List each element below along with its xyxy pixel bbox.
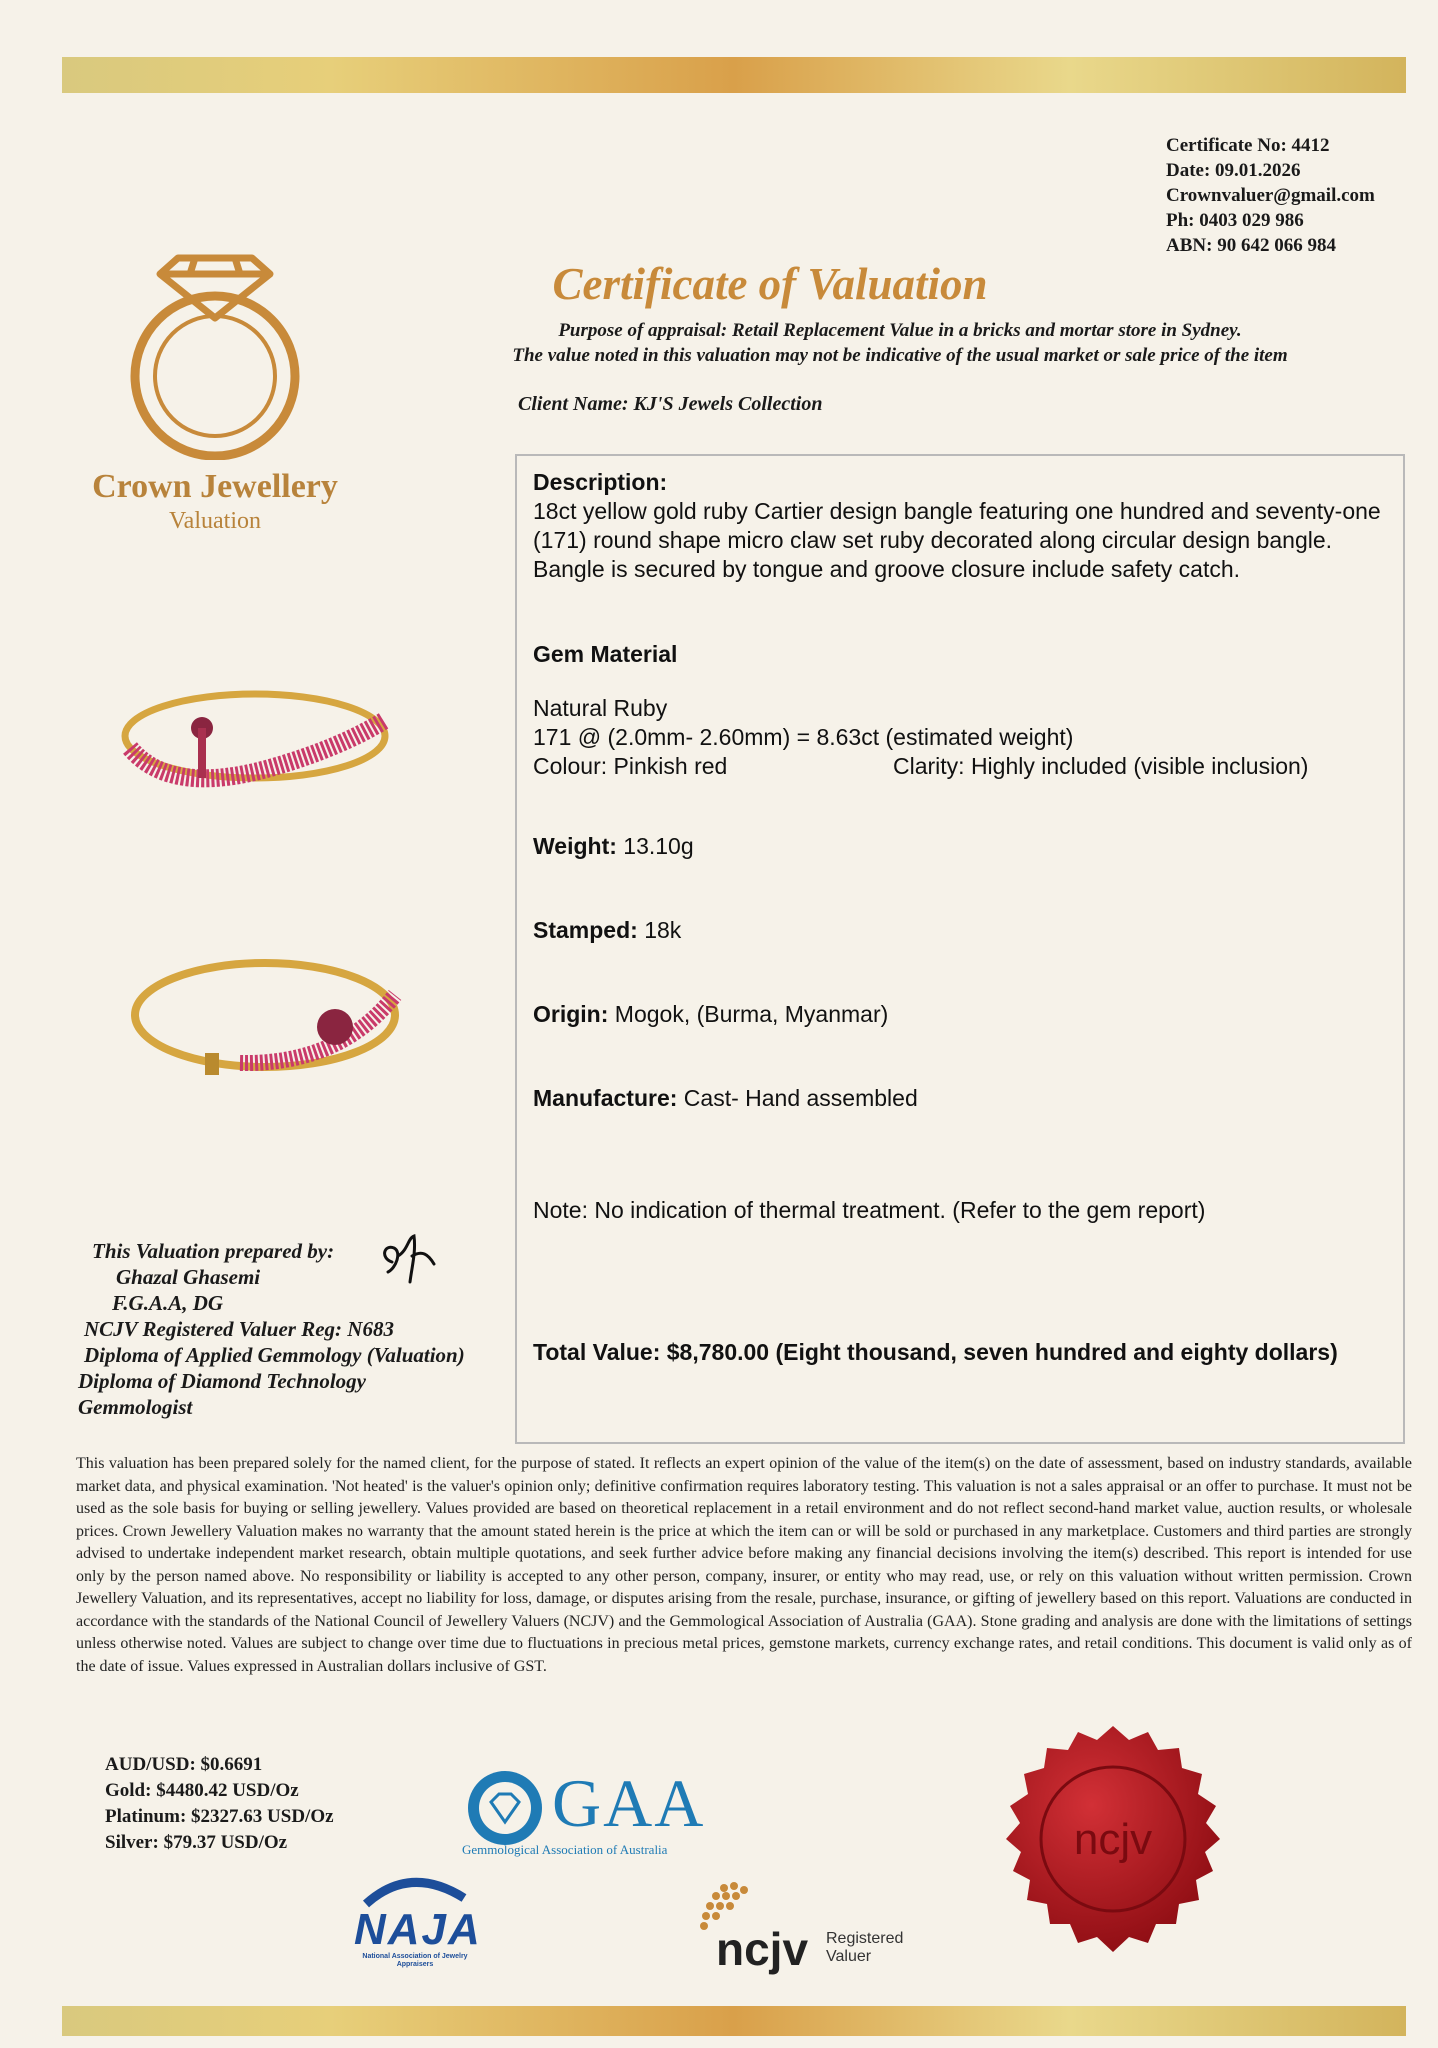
brand-name [70,468,360,535]
ncjv-logo-text: ncjv [716,1923,809,1975]
svg-text:ncjv: ncjv [1073,1815,1153,1864]
valuer-name: Ghazal Ghasemi [116,1265,261,1289]
naja-logo-subtitle: National Association of Jewelry Appraisers [362,1953,468,1968]
gem-material-section [533,694,1383,781]
rate-aud-usd: AUD/USD: $0.6691 [105,1754,263,1775]
description-section [533,468,1383,584]
rate-gold: Gold: $4480.42 USD/Oz [105,1780,299,1801]
ring-logo-icon [120,240,310,460]
naja-logo-text: NAJA [354,1905,482,1954]
manufacture-value: Cast- Hand assembled [683,1085,918,1111]
rate-silver: Silver: $79.37 USD/Oz [105,1832,288,1853]
top-gold-band [62,57,1406,93]
bottom-gold-band [62,2006,1406,2036]
valuer-registration: NCJV Registered Valuer Reg: N683 [84,1317,394,1341]
weight-label: Weight: [533,833,617,859]
gaa-logo-subtitle: Gemmological Association of Australia [462,1842,668,1857]
origin-row [533,1000,1383,1029]
page-title: Certificate of Valuation [552,259,988,309]
origin-value: Mogok, (Burma, Myanmar) [614,1001,889,1027]
certificate-email[interactable]: Crownvaluer@gmail.com [1166,185,1375,206]
gaa-emblem-icon [465,1768,545,1848]
weight-row [533,832,1383,861]
stamped-row [533,916,1383,945]
certificate-number: Certificate No: 4412 [1166,135,1330,156]
gem-type: Natural Ruby [533,695,668,721]
total-value: Total Value: $8,780.00 (Eight thousand, seven hundred and eighty dollars) [533,1339,1338,1365]
brand-line-1: Crown Jewellery [92,468,338,505]
certificate-date: Date: 09.01.2026 [1166,160,1301,181]
purpose-line-2: The value noted in this valuation may not be indicative of the usual market or sale price of the item [512,345,1288,366]
gem-clarity: Clarity: Highly included (visible inclusion) [893,753,1309,779]
stamped-value: 18k [644,917,682,943]
disclaimer-text: This valuation has been prepared solely for the named client, for the purpose of stated. It reflects an expert opinion of the value of the item(s) on the date of assessment, based on industry standards, available market data, and physical examination. 'Not heated' is the valuer's opinion only; definitive confirmation requires laboratory testing. This valuation is not a sales appraisal or an offer to purchase. It must not be used as the sole basis for buying or selling jewellery. Values provided are based on theoretical replacement in a retail environment and do not reflect second-hand market value, auction results, or wholesale prices. Crown Jewellery Valuation makes no warranty that the amount stated herein is the price at which the item can or will be sold or purchased in any marketplace. Customers and third parties are strongly advised to undertake independent market research, obtain multiple quotations, and seek further advice before making any financial decisions involving the item(s) described. This report is intended for use only by the person named above. No responsibility or liability is accepted to any other person, company, insurer, or entity who may read, use, or rely on this valuation without written permission. Crown Jewellery Valuation, and its representatives, accept no liability for loss, damage, or disputes arising from the resale, purchase, insurance, or gifting of jewellery based on this report. Valuations are conducted in accordance with the standards of the National Council of Jewellery Valuers (NCJV) and the Gemmological Association of Australia (GAA). Stone grading and analysis are done with the limitations of settings unless otherwise noted. Values are subject to change over time due to fluctuations in precious metal prices, gemstone markets, currency exchange rates, and retail conditions. This document is valid only as of the date of issue. Values expressed in Australian dollars inclusive of GST. [76,1455,1412,1675]
signature-icon [378,1232,440,1290]
colour-clarity-row [533,752,1383,781]
stamped-label: Stamped: [533,917,638,943]
note-row: Note: No indication of thermal treatment. (Refer to the gem report) [533,1197,1206,1223]
prepared-line: This Valuation prepared by: [92,1239,335,1263]
gaa-logo-text: GAA [552,1765,706,1841]
gem-material-heading: Gem Material [533,641,678,667]
weight-value: 13.10g [623,833,694,859]
client-name: Client Name: KJ'S Jewels Collection [518,393,823,415]
manufacture-label: Manufacture: [533,1085,678,1111]
gem-weight: 171 @ (2.0mm- 2.60mm) = 8.63ct (estimated weight) [533,724,1074,750]
certificate-info [1166,133,1375,258]
manufacture-row [533,1084,1383,1113]
valuer-diploma-1: Diploma of Applied Gemmology (Valuation) [84,1343,465,1367]
metal-rates [105,1752,334,1856]
brand-line-2: Valuation [169,508,261,534]
description-heading: Description: [533,469,668,495]
valuer-credentials: F.G.A.A, DG [112,1291,224,1315]
valuer-diploma-2: Diploma of Diamond Technology [78,1369,366,1393]
prepared-by [78,1238,522,1420]
certificate-abn: ABN: 90 642 066 984 [1166,235,1336,256]
gem-colour: Colour: Pinkish red [533,753,728,779]
certificate-phone: Ph: 0403 029 986 [1166,210,1304,231]
purpose-line-1: Purpose of appraisal: Retail Replacement Value in a bricks and mortar store in Sydney. [558,320,1242,341]
rate-platinum: Platinum: $2327.63 USD/Oz [105,1806,334,1827]
bangle-photo-bottom [120,935,420,1095]
origin-label: Origin: [533,1001,609,1027]
purpose [420,318,1380,368]
wax-seal-icon [988,1722,1238,1992]
valuer-title: Gemmologist [78,1395,193,1419]
description-text: 18ct yellow gold ruby Cartier design bangle featuring one hundred and seventy-one (171) round shape micro claw set ruby decorated along circular design bangle. Bangle is secured by tongue and groove closure include safety catch. [533,498,1381,582]
naja-arc-icon [360,1868,470,1908]
description-box [515,454,1405,1444]
bangle-photo-top [110,668,400,818]
ncjv-logo-subtitle: Registered Valuer [826,1930,904,1965]
